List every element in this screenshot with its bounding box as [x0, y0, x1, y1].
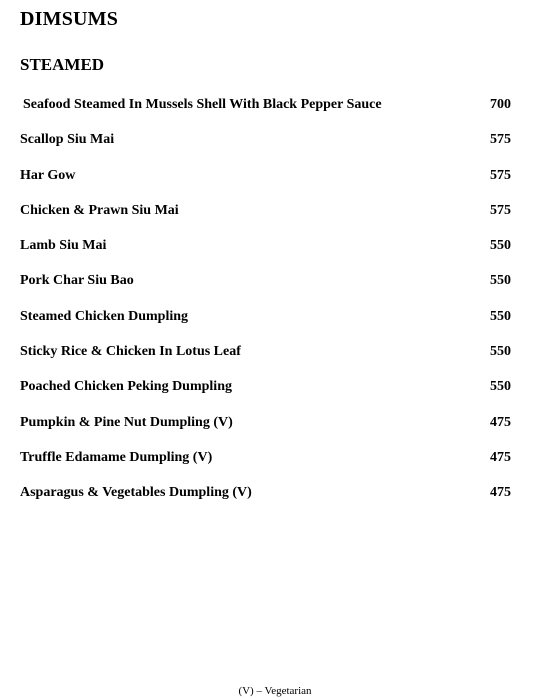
menu-item [0, 273, 550, 308]
menu-item [0, 132, 550, 167]
menu-title: DIMSUMS [20, 8, 119, 30]
menu-item-name: Seafood Steamed In Mussels Shell With Black Pepper Sauce [23, 97, 382, 112]
menu-item [0, 238, 550, 273]
menu-item [0, 168, 550, 203]
menu-item [0, 309, 550, 344]
menu-item-name: Lamb Siu Mai [20, 238, 107, 254]
menu-item-name: Scallop Siu Mai [20, 132, 115, 148]
menu-item-name: Steamed Chicken Dumpling [20, 308, 189, 324]
menu-item [0, 415, 550, 450]
menu-item-price: 475 [490, 449, 511, 465]
menu-item-price: 550 [490, 308, 511, 324]
menu-item-price: 700 [490, 97, 511, 112]
menu-item-price: 575 [490, 132, 511, 148]
menu-item-name: Sticky Rice & Chicken In Lotus Leaf [20, 344, 241, 360]
section-heading: STEAMED [20, 55, 105, 74]
menu-item [0, 203, 550, 238]
menu-item [0, 344, 550, 379]
menu-item-name: Har Gow [20, 167, 76, 183]
menu-item-name: Poached Chicken Peking Dumpling [20, 379, 232, 395]
menu-item-name: Pork Char Siu Bao [20, 273, 134, 289]
menu-item [0, 485, 550, 520]
menu-item-list [0, 97, 550, 521]
menu-item-name: Truffle Edamame Dumpling (V) [20, 449, 213, 465]
menu-item-price: 475 [490, 485, 511, 501]
menu-item-price: 550 [490, 344, 511, 360]
menu-item-price: 550 [490, 238, 511, 254]
menu-item [0, 450, 550, 485]
menu-item-name: Chicken & Prawn Siu Mai [20, 202, 179, 218]
menu-item-price: 475 [490, 414, 511, 430]
menu-item [0, 379, 550, 414]
menu-item [0, 97, 550, 132]
menu-item-price: 550 [490, 273, 511, 289]
menu-item-price: 575 [490, 202, 511, 218]
menu-item-name: Pumpkin & Pine Nut Dumpling (V) [20, 414, 233, 430]
vegetarian-footnote: (V) – Vegetarian [238, 685, 312, 697]
menu-item-price: 550 [490, 379, 511, 395]
menu-item-price: 575 [490, 167, 511, 183]
menu-item-name: Asparagus & Vegetables Dumpling (V) [20, 485, 252, 501]
